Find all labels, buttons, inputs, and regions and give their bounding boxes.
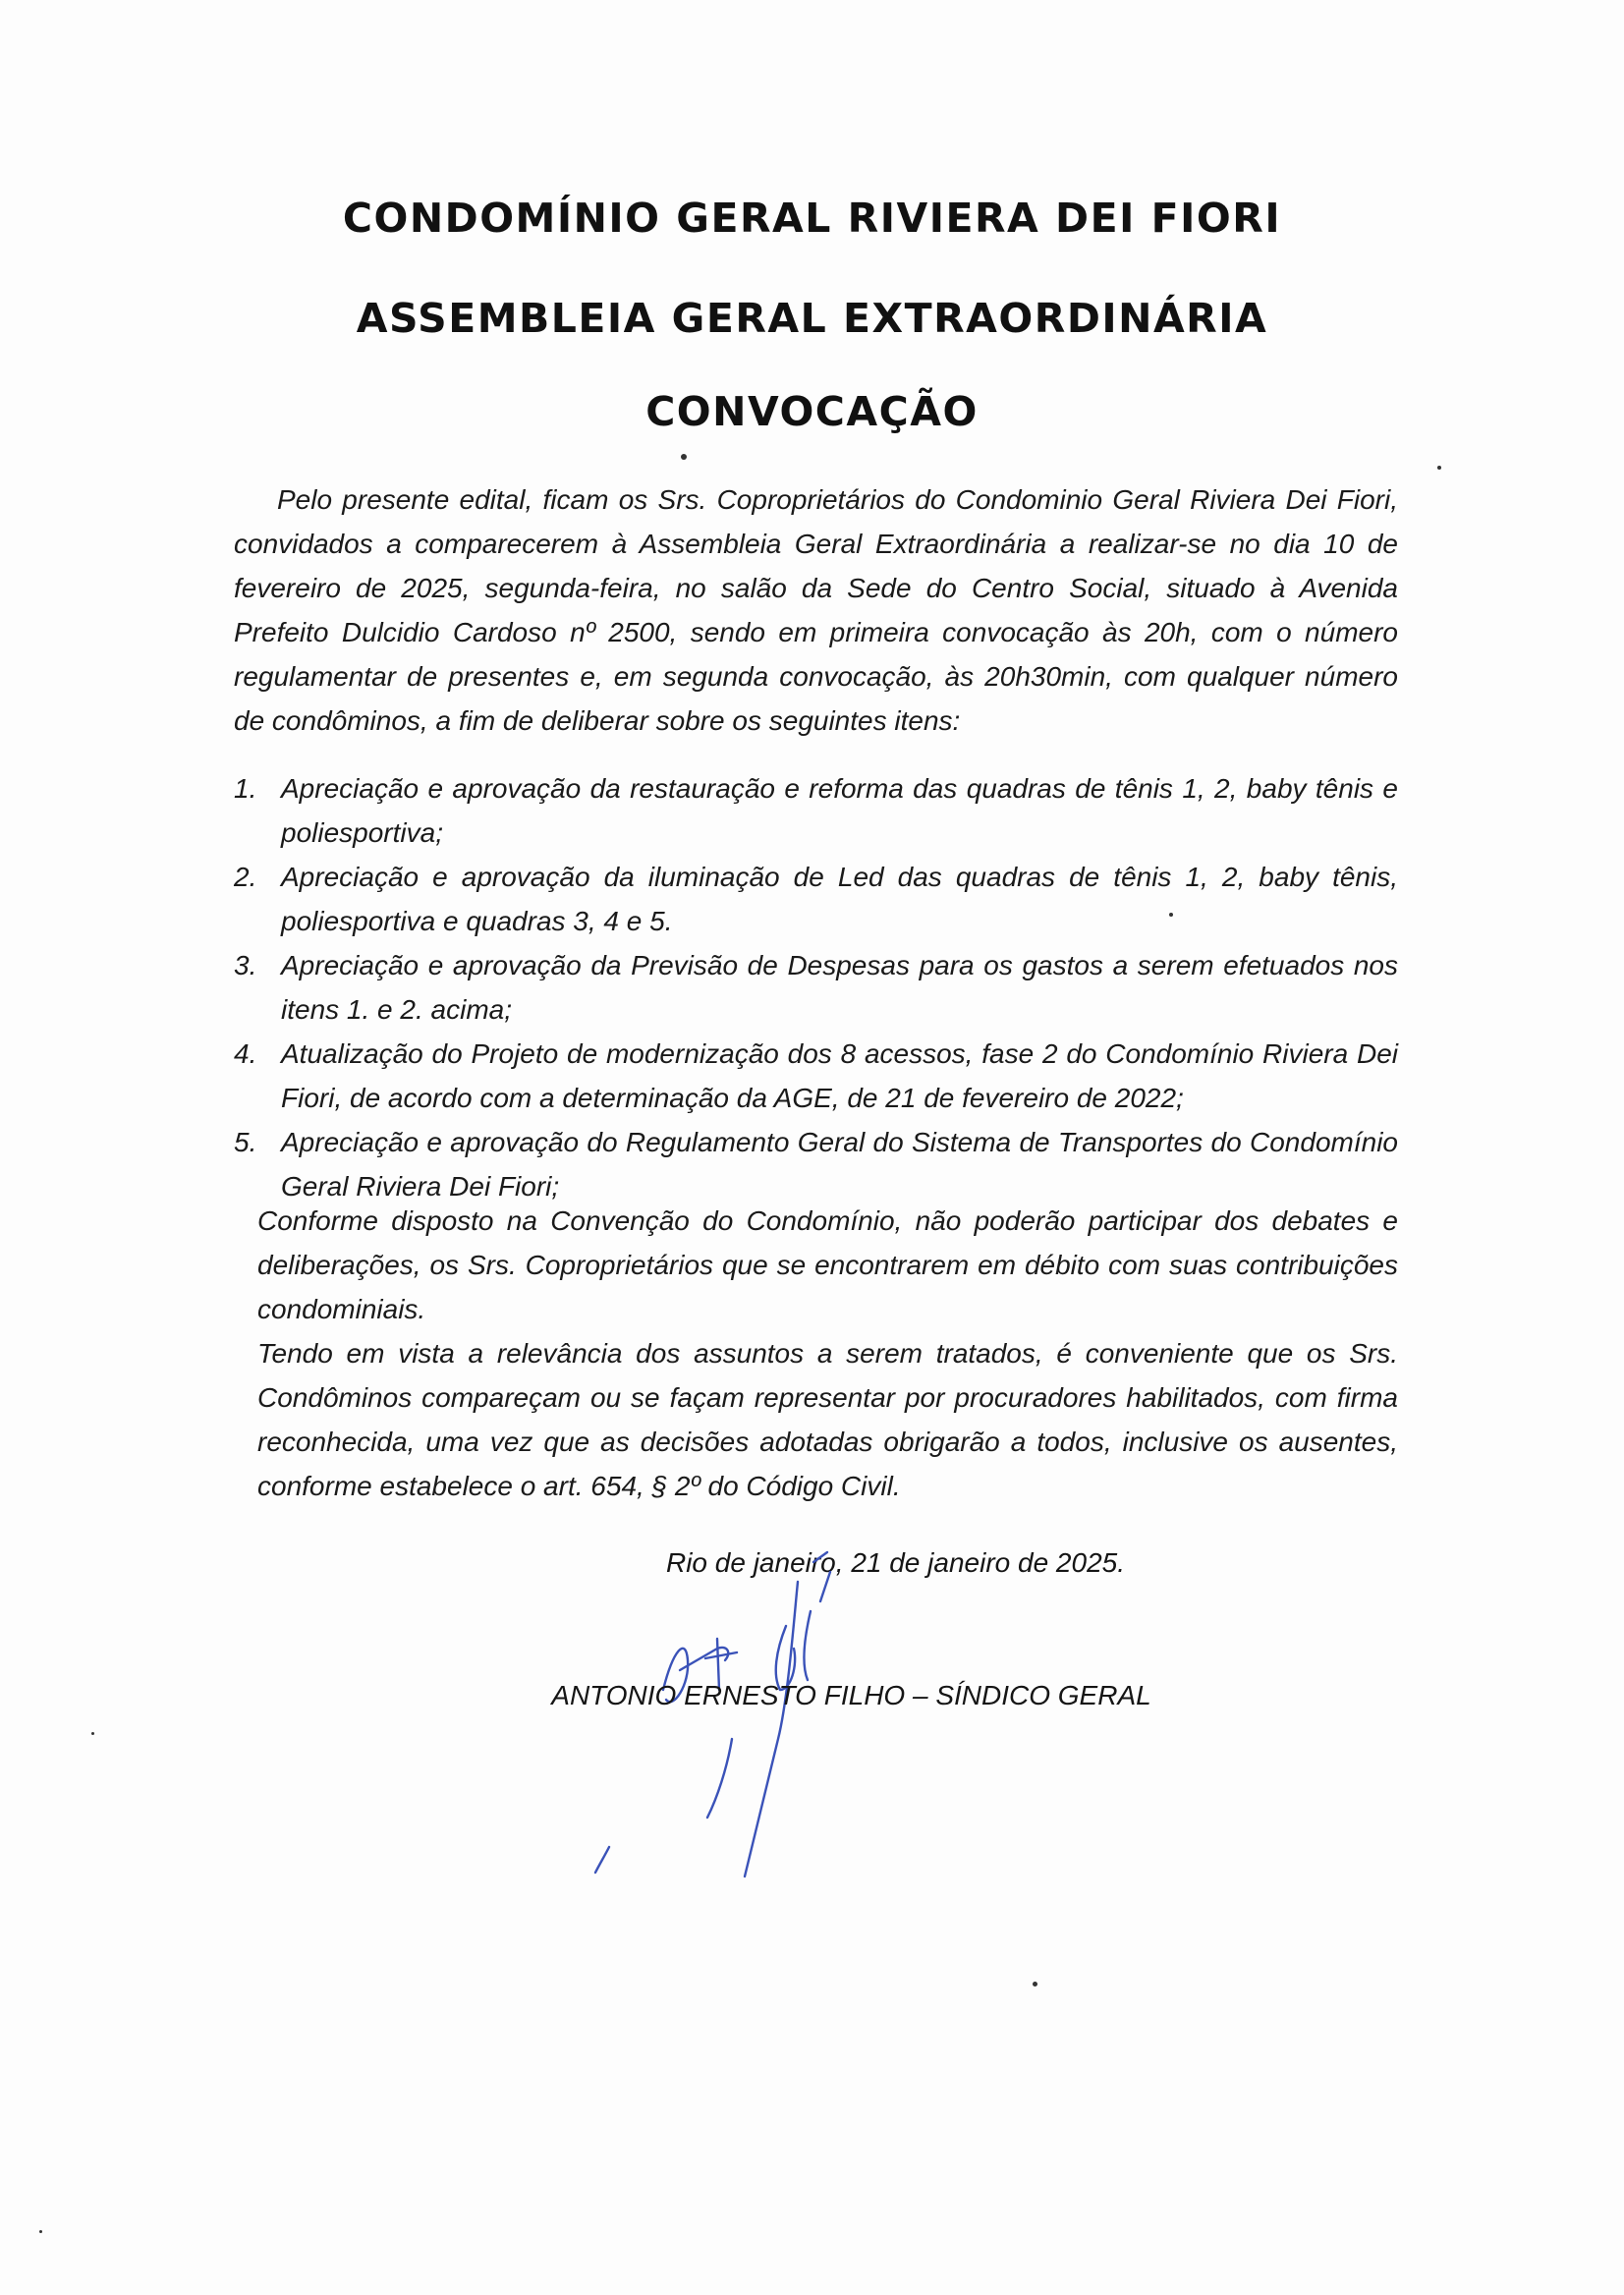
agenda-item [234, 943, 1398, 1032]
agenda-item-number: 1. [234, 773, 257, 804]
signer-name: ANTONIO ERNESTO FILHO – SÍNDICO GERAL [551, 1680, 1151, 1710]
agenda-item-number: 2. [234, 862, 257, 892]
scan-speck [39, 2230, 42, 2233]
scan-speck [1033, 1982, 1037, 1987]
agenda-item-text: Apreciação e aprovação da restauração e reforma das quadras de tênis 1, 2, baby tênis e poliesportiva; [281, 773, 1398, 848]
scan-speck [1437, 466, 1441, 470]
agenda-list [234, 766, 1398, 1208]
agenda-item-text: Atualização do Projeto de modernização dos 8 acessos, fase 2 do Condomínio Riviera Dei Fiori, de acordo com a determinação da AGE, de 21 de fevereiro de 2022; [281, 1038, 1398, 1113]
place-and-date: Rio de janeiro, 21 de janeiro de 2025. [665, 1547, 1125, 1578]
assembly-title: ASSEMBLEIA GERAL EXTRAORDINÁRIA [356, 295, 1268, 342]
scan-speck [91, 1732, 94, 1735]
debt-restriction-paragraph: Conforme disposto na Convenção do Condomínio, não poderão participar dos debates e deliberações, os Srs. Coproprietários que se encontrarem em débito com suas contribuições condominiais. [257, 1205, 1398, 1324]
agenda-item-number: 4. [234, 1038, 257, 1069]
agenda-item [234, 1032, 1398, 1120]
agenda-item-text: Apreciação e aprovação da iluminação de Led das quadras de tênis 1, 2, baby tênis, poliesportiva e quadras 3, 4 e 5. [281, 862, 1398, 936]
agenda-item-text: Apreciação e aprovação da Previsão de Despesas para os gastos a serem efetuados nos itens 1. e 2. acima; [281, 950, 1398, 1025]
agenda-item-text: Apreciação e aprovação do Regulamento Geral do Sistema de Transportes do Condomínio Geral Riviera Dei Fiori; [281, 1127, 1398, 1202]
representation-paragraph: Tendo em vista a relevância dos assuntos a serem tratados, é conveniente que os Srs. Condôminos compareçam ou se façam representar por procuradores habilitados, com firma reconhecida, uma vez que as decisões adotadas obrigarão a todos, inclusive os ausentes, conforme estabelece o art. 654, § 2º do Código Civil. [257, 1338, 1398, 1501]
agenda-item-number: 5. [234, 1127, 257, 1157]
agenda-item [234, 855, 1398, 943]
scan-speck [1169, 913, 1173, 917]
scan-speck [681, 454, 687, 460]
agenda-item [234, 1120, 1398, 1208]
handwritten-signature [570, 1542, 924, 1985]
intro-paragraph: Pelo presente edital, ficam os Srs. Coproprietários do Condominio Geral Riviera Dei Fiori, convidados a comparecerem à Assembleia Geral Extraordinária a realizar-se no dia 10 de fevereiro de 2025, segunda-feira, no salão da Sede do Centro Social, situado à Avenida Prefeito Dulcidio Cardoso nº 2500, sendo em primeira convocação às 20h, com o número regulamentar de presentes e, em segunda convocação, às 20h30min, com qualquer número de condôminos, a fim de deliberar sobre os seguintes itens: [234, 484, 1398, 736]
condominium-title: CONDOMÍNIO GERAL RIVIERA DEI FIORI [342, 195, 1282, 242]
agenda-item [234, 766, 1398, 855]
convocation-title: CONVOCAÇÃO [645, 388, 979, 435]
agenda-item-number: 3. [234, 950, 257, 980]
